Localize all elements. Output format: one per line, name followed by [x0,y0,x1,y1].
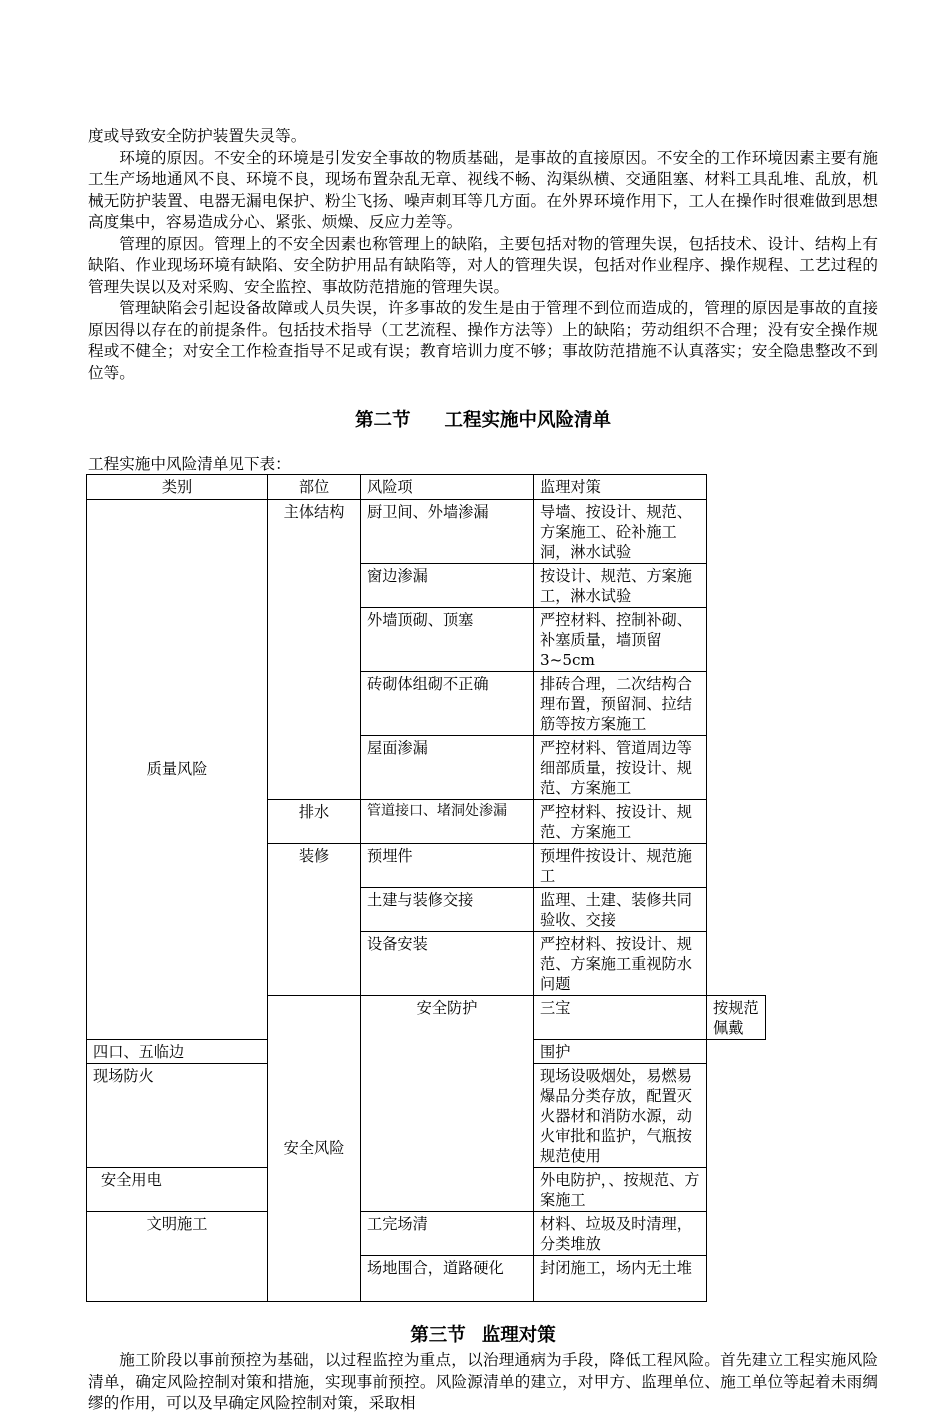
risk-cell: 预埋件 [361,844,534,888]
measure-cell: 严控材料、控制补砌、补塞质量，墙顶留3~5cm [534,608,707,672]
risk-cell: 窗边渗漏 [361,564,534,608]
risk-cell: 三宝 [534,996,707,1040]
measure-cell: 严控材料、按设计、规范、方案施工重视防水问题 [534,932,707,996]
measure-cell: 导墙、按设计、规范、方案施工、砼补施工洞，淋水试验 [534,500,707,564]
top-paragraphs [88,126,878,384]
risk-cell: 场地围合，道路硬化 [361,1256,534,1302]
section3-title: 监理对策 [481,1325,556,1346]
section3-number: 第三节 [410,1325,466,1346]
table-row [87,500,766,564]
risk-cell: 砖砌体组砌不正确 [361,672,534,736]
risk-cell: 四口、五临边 [87,1040,268,1064]
category-quality: 质量风险 [87,500,268,1040]
risk-cell: 外墙顶砌、顶塞 [361,608,534,672]
risk-table [86,474,766,1302]
part-drainage: 排水 [268,800,361,844]
risk-cell: 土建与装修交接 [361,888,534,932]
risk-cell: 现场防火 [87,1064,268,1168]
measure-cell: 按规范佩戴 [707,996,766,1040]
part-main-structure: 主体结构 [268,500,361,800]
measure-cell: 监理、土建、装修共同验收、交接 [534,888,707,932]
risk-cell: 安全用电 [87,1168,268,1212]
section2-number: 第二节 [354,410,411,431]
measure-cell: 现场设吸烟处，易燃易爆品分类存放，配置灭火器材和消防水源，动火审批和监护，气瓶按规范使用 [534,1064,707,1168]
document-page [88,126,878,1415]
measure-cell: 预埋件按设计、规范施工 [534,844,707,888]
paragraph-management-defects: 管理缺陷会引起设备故障或人员失误，许多事故的发生是由于管理不到位而造成的，管理的原因是事故的直接原因得以存在的前提条件。包括技术指导（工艺流程、操作方法等）上的缺陷；劳动组织不合理；没有安全操作规程或不健全；对安全工作检查指导不足或有误；教育培训力度不够；事故防范措施不认真落实；安全隐患整改不到位等。 [88,299,878,382]
paragraph: 度或导致安全防护装置失灵等。 [88,127,307,145]
section3-body: 施工阶段以事前预控为基础，以过程监控为重点，以治理通病为手段，降低工程风险。首先建立工程实施风险清单，确定风险控制对策和措施，实现事前预控。风险源清单的建立，对甲方、监理单位、施工单位等起着未雨绸缪的作用，可以及早确定风险控制对策，采取相 [88,1351,878,1412]
paragraph-environment: 环境的原因。不安全的环境是引发安全事故的物质基础，是事故的直接原因。不安全的工作环境因素主要有施工生产场地通风不良、环境不良，现场布置杂乱无章、视线不畅、沟渠纵横、交通阻塞、材料工具乱堆、乱放，机械无防护装置、电器无漏电保护、粉尘飞扬、噪声刺耳等几方面。在外界环境作用下，工人在操作时很难做到思想高度集中，容易造成分心、紧张、烦燥、反应力差等。 [88,148,878,231]
header-risk: 风险项 [361,475,534,500]
measure-cell: 严控材料、按设计、规范、方案施工 [534,800,707,844]
measure-cell: 严控材料、管道周边等细部质量，按设计、规范、方案施工 [534,736,707,800]
section2-title: 工程实施中风险清单 [444,410,612,431]
table-header-row [87,475,766,500]
part-safety-protection: 安全防护 [361,996,534,1212]
risk-cell: 厨卫间、外墙渗漏 [361,500,534,564]
measure-cell: 封闭施工，场内无土堆 [534,1256,707,1302]
section2-heading [88,406,878,436]
header-part: 部位 [268,475,361,500]
section2-intro: 工程实施中风险清单见下表： [88,455,291,473]
risk-cell: 设备安装 [361,932,534,996]
measure-cell: 排砖合理，二次结构合理布置，预留洞、拉结筋等按方案施工 [534,672,707,736]
measure-cell: 材料、垃圾及时清理，分类堆放 [534,1212,707,1256]
category-safety: 安全风险 [268,996,361,1302]
part-civilized-construction: 文明施工 [87,1212,268,1302]
measure-cell: 按设计、规范、方案施工，淋水试验 [534,564,707,608]
risk-cell: 工完场清 [361,1212,534,1256]
header-category: 类别 [87,475,268,500]
paragraph-management: 管理的原因。管理上的不安全因素也称管理上的缺陷，主要包括对物的管理失误，包括技术、设计、结构上有缺陷、作业现场环境有缺陷、安全防护用品有缺陷等，对人的管理失误，包括对作业程序、操作规程、工艺过程的管理失误以及对采购、安全监控、事故防范措施的管理失误。 [88,234,878,296]
table-row [87,1212,766,1256]
section3-heading [88,1322,878,1350]
part-decoration: 装修 [268,844,361,996]
measure-cell: 外电防护，、按规范、方案施工 [534,1168,707,1212]
risk-cell: 屋面渗漏 [361,736,534,800]
measure-cell: 围护 [534,1040,707,1064]
header-measure: 监理对策 [534,475,707,500]
risk-cell: 管道接口、堵洞处渗漏 [361,800,534,844]
